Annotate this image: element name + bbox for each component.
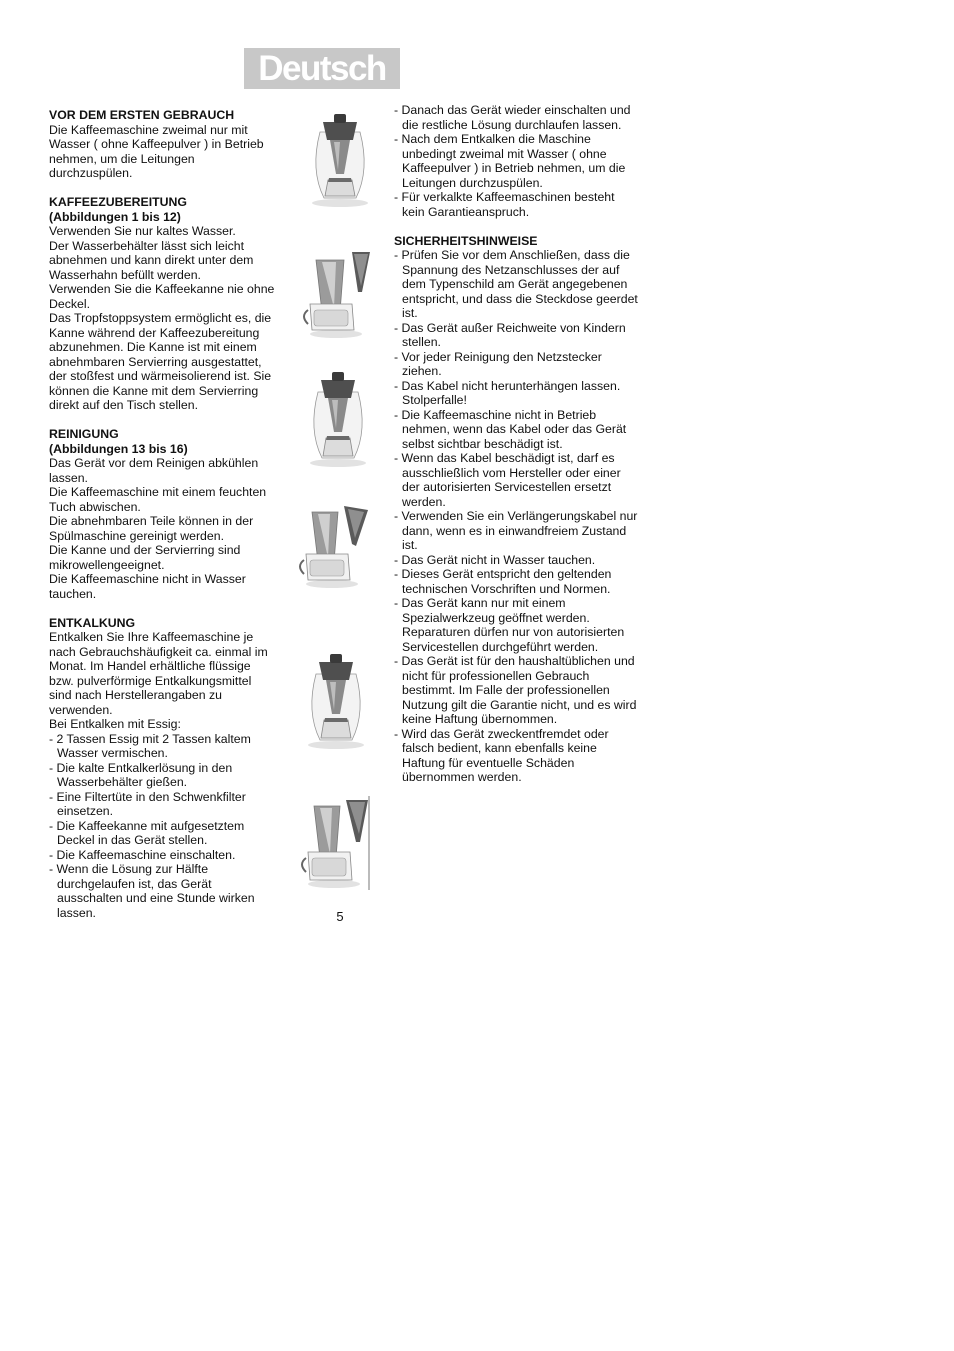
section-heading: SICHERHEITSHINWEISE bbox=[394, 233, 538, 248]
paragraph: Bei Entkalken mit Essig: bbox=[49, 717, 181, 731]
list-item: - Das Gerät ist für den haushaltüblichen und nicht für professionellen Gebrauch bestimmt. Im Falle der professionellen Nutzung gilt die Garantie nicht, und es wird keine Haftung übernommen. bbox=[394, 654, 640, 727]
paragraph: Verwenden Sie nur kaltes Wasser. bbox=[49, 224, 236, 238]
language-tab: Deutsch bbox=[244, 48, 400, 89]
list-item: - Für verkalkte Kaffeemaschinen besteht kein Garantieanspruch. bbox=[394, 190, 640, 219]
list-item: - Prüfen Sie vor dem Anschließen, dass die Spannung des Netzanschlusses der auf dem Typenschild am Gerät angegebenen entspricht, und dass die Steckdose geerdet ist. bbox=[394, 248, 640, 321]
list-item: - Das Gerät außer Reichweite von Kindern stellen. bbox=[394, 321, 640, 350]
list-item: - Eine Filtertüte in den Schwenkfilter einsetzen. bbox=[49, 790, 277, 819]
safety-list bbox=[394, 248, 640, 785]
list-item: - Das Gerät nicht in Wasser tauchen. bbox=[394, 553, 640, 568]
list-item: - Danach das Gerät wieder einschalten und die restliche Lösung durchlaufen lassen. bbox=[394, 103, 640, 132]
list-item: - Die Kaffeemaschine einschalten. bbox=[49, 848, 277, 863]
section-coffee-preparation bbox=[49, 195, 277, 413]
list-item: - Das Gerät kann nur mit einem Spezialwerkzeug geöffnet werden. Reparaturen dürfen nur von autorisierten Servicestellen durchgeführt werden. bbox=[394, 596, 640, 654]
descaling-steps bbox=[49, 732, 277, 921]
paragraph: Entkalken Sie Ihre Kaffeemaschine je nach Gebrauchshäufigkeit ca. einmal im Monat. Im Handel erhältliche flüssige bzw. pulverförmige Entkalkungsmittel sind nach Herstellerangaben zu verwenden. bbox=[49, 630, 268, 717]
list-item: - Wenn das Kabel beschädigt ist, darf es ausschließlich vom Hersteller oder einer der autorisierten Servicestellen ersetzt werden. bbox=[394, 451, 640, 509]
list-item: - Die Kaffeemaschine nicht in Betrieb nehmen, wenn das Kabel oder das Gerät selbst sichtbar beschädigt ist. bbox=[394, 408, 640, 452]
section-heading: REINIGUNG bbox=[49, 427, 119, 441]
list-item: - Vor jeder Reinigung den Netzstecker ziehen. bbox=[394, 350, 640, 379]
section-subheading: (Abbildungen 13 bis 16) bbox=[49, 441, 188, 456]
paragraph: Das Gerät vor dem Reinigen abkühlen lassen. bbox=[49, 456, 259, 485]
list-item: - Die kalte Entkalkerlösung in den Wasserbehälter gießen. bbox=[49, 761, 277, 790]
section-subheading: (Abbildungen 1 bis 12) bbox=[49, 209, 181, 224]
list-item: - Dieses Gerät entspricht den geltenden technischen Vorschriften und Normen. bbox=[394, 567, 640, 596]
page-number: 5 bbox=[336, 909, 344, 924]
section-first-use bbox=[49, 108, 277, 181]
list-item: - 2 Tassen Essig mit 2 Tassen kaltem Wasser vermischen. bbox=[49, 732, 277, 761]
section-heading: ENTKALKUNG bbox=[49, 615, 136, 630]
paragraph: Die Kanne und der Servierring sind mikrowellengeeignet. bbox=[49, 543, 241, 572]
section-heading: VOR DEM ERSTEN GEBRAUCH bbox=[49, 108, 235, 122]
section-heading: KAFFEEZUBEREITUNG bbox=[49, 195, 187, 209]
paragraph: Das Tropfstoppsystem ermöglicht es, die Kanne während der Kaffeezubereitung abzunehmen. Die Kanne ist mit einem abnehmbaren Servierring ausgestattet, der stoßfest und wärmeisolierend ist. Sie können die Kanne mit dem Servierring direkt auf den Tisch stellen. bbox=[49, 311, 272, 412]
list-item: - Verwenden Sie ein Verlängerungskabel nur dann, wenn es in einwandfreiem Zustand ist. bbox=[394, 509, 640, 553]
list-item: - Wird das Gerät zweckentfremdet oder falsch bedient, kann ebenfalls keine Haftung für eventuelle Schäden übernommen werden. bbox=[394, 727, 640, 785]
list-item: - Nach dem Entkalken die Maschine unbedingt zweimal mit Wasser ( ohne Kaffeepulver ) in Betrieb nehmen, um die Leitungen durchzuspülen. bbox=[394, 132, 640, 190]
left-column bbox=[49, 108, 277, 935]
coffee-maker-filter-open-illustration bbox=[296, 796, 380, 892]
section-descaling-continued bbox=[394, 103, 640, 219]
coffee-maker-filter-open-illustration bbox=[296, 252, 380, 340]
section-safety bbox=[394, 234, 640, 785]
paragraph: Die abnehmbaren Teile können in der Spülmaschine gereinigt werden. bbox=[49, 514, 254, 543]
right-column bbox=[394, 103, 640, 799]
coffee-maker-front-illustration bbox=[296, 650, 380, 750]
coffee-maker-front-illustration bbox=[296, 368, 380, 468]
section-descaling bbox=[49, 616, 277, 921]
section-cleaning bbox=[49, 427, 277, 601]
list-item: - Wenn die Lösung zur Hälfte durchgelaufen ist, das Gerät ausschalten und eine Stunde wirken lassen. bbox=[49, 862, 277, 920]
list-item: - Die Kaffeekanne mit aufgesetztem Deckel in das Gerät stellen. bbox=[49, 819, 277, 848]
paragraph: Der Wasserbehälter lässt sich leicht abnehmen und kann direkt unter dem Wasserhahn befüllt werden. bbox=[49, 238, 254, 282]
descaling-steps-continued bbox=[394, 103, 640, 219]
section-text: Die Kaffeemaschine zweimal nur mit Wasser ( ohne Kaffeepulver ) in Betrieb nehmen, um die Leitungen durchzuspülen. bbox=[49, 122, 264, 180]
coffee-maker-front-illustration bbox=[296, 108, 380, 208]
paragraph: Die Kaffeemaschine mit einem feuchten Tuch abwischen. bbox=[49, 485, 267, 514]
coffee-maker-filter-open-illustration bbox=[296, 506, 380, 590]
paragraph: Die Kaffeemaschine nicht in Wasser tauchen. bbox=[49, 572, 246, 601]
paragraph: Verwenden Sie die Kaffeekanne nie ohne Deckel. bbox=[49, 282, 275, 311]
list-item: - Das Kabel nicht herunterhängen lassen. Stolperfalle! bbox=[394, 379, 640, 408]
